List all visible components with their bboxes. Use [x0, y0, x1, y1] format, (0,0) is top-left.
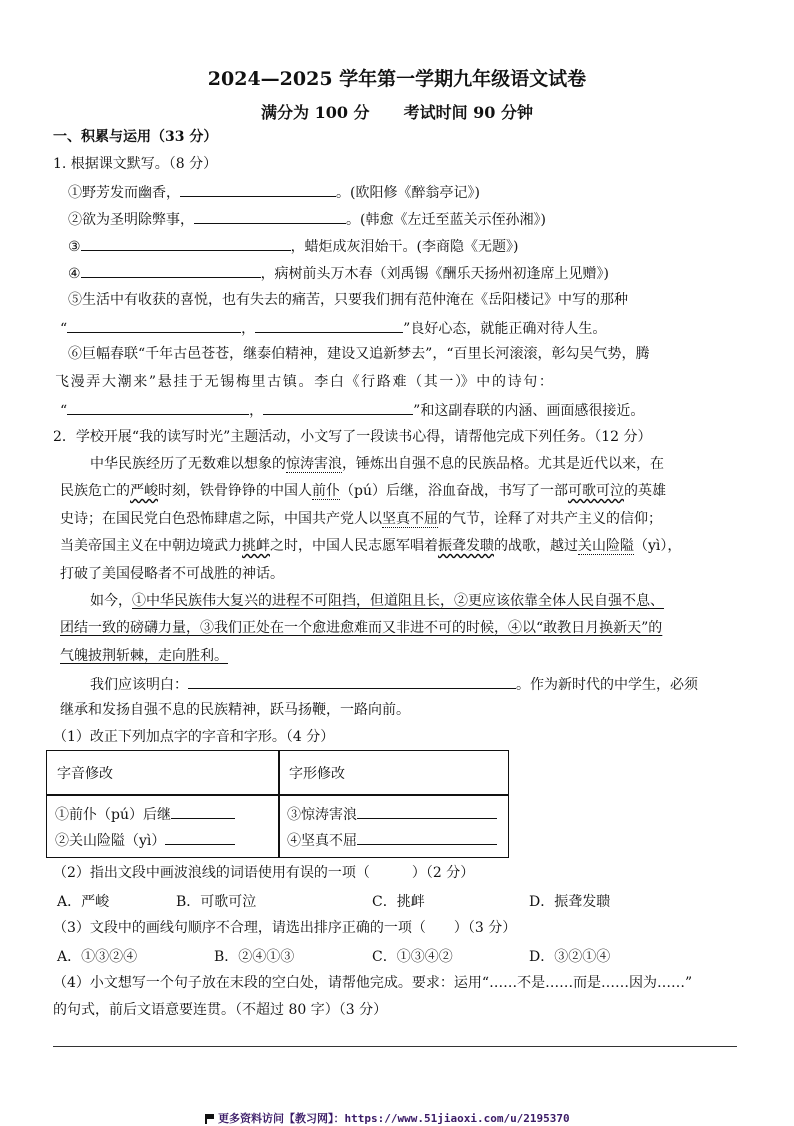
full-score: 满分为 100 分: [261, 103, 370, 122]
option-d[interactable]: D．③②①④: [529, 949, 611, 965]
q1-item6-line2: 飞 漫 弄 大 潮 来 ” 悬 挂 于 无 锡 梅 里 古 镇 。 李 白 《 行 路 难 （ 其 一 ）》 中 的 诗 句 ：: [55, 374, 552, 390]
table-head-pronunciation: 字音修改: [57, 766, 113, 782]
dotted-word: 坚真不屈: [382, 511, 438, 527]
q2-sub3: （3）文段中的画线句顺序不合理，请选出排序正确的一项（ ）（3 分）: [53, 920, 517, 936]
answer-blank[interactable]: [165, 829, 235, 845]
passage-line: 打破了美国侵略者不可战胜的神话。: [60, 566, 284, 582]
answer-blank[interactable]: [180, 181, 336, 197]
q2-sub4-line2: 的句式，前后文语意要连贯。（不超过 80 字）（3 分）: [53, 1002, 388, 1018]
exam-title: 2024—2025 学年第一学期九年级语文试卷: [207, 68, 587, 90]
table-row: ①前仆（pú）后继: [55, 803, 235, 824]
wavy-word: 振聋发聩: [438, 538, 494, 554]
q1-item5-line2: “ ， ”良好心态，就能正确对待人生。: [60, 317, 606, 339]
answer-blank[interactable]: [171, 803, 235, 819]
q1-item2: ②欲为圣明除弊事， 。(韩愈《左迁至蓝关示侄孙湘》): [68, 208, 546, 230]
answer-blank[interactable]: [81, 262, 261, 278]
passage-line: 我们应该明白： 。作为新时代的中学生，必须: [90, 673, 698, 695]
wavy-word: 严峻: [130, 483, 158, 499]
option-c[interactable]: C．①③④②: [372, 949, 453, 965]
passage-line: 民族危亡的严峻时刻，铁骨铮铮的中国人前仆（pú）后继，浴血奋战，书写了一部可歌可泣的英雄: [60, 483, 666, 499]
passage-line: 如今，①中华民族伟大复兴的进程不可阻挡，但道阻且长，②更应该依靠全体人民自强不息、: [90, 593, 664, 609]
option-a[interactable]: A．严峻: [57, 894, 110, 910]
q1-item4: ④ ，病树前头万木春（刘禹锡《酬乐天扬州初逢席上见赠》): [68, 262, 609, 284]
section-heading: 一、积累与运用（33 分）: [53, 129, 218, 145]
flag-icon: [205, 1114, 214, 1122]
dotted-word: 前仆: [312, 483, 340, 499]
option-b[interactable]: B．②④①③: [214, 949, 295, 965]
correction-table: [46, 750, 509, 858]
q1-item6-line3: “ ， ”和这副春联的内涵、画面感很接近。: [60, 399, 644, 421]
option-a[interactable]: A．①③②④: [57, 949, 138, 965]
answer-blank[interactable]: [67, 399, 249, 415]
passage-line: 当美帝国主义在中朝边境武力挑衅之时，中国人民志愿军唱着振聋发聩的战歌，越过关山险隘（yì），: [60, 538, 682, 554]
q2-sub4-line1: （4）小文想写一个句子放在末段的空白处，请帮他完成。要求：运用“……不是……而是……因为……”: [53, 975, 693, 991]
option-c[interactable]: C．挑衅: [372, 894, 425, 910]
q2-stem: 2．学校开展“我的读写时光”主题活动，小文写了一段读书心得，请帮他完成下列任务。（12 分）: [53, 429, 652, 445]
underlined-sentence: ①中华民族伟大复兴的进程不可阻挡，但道阻且长，②更应该依靠全体人民自强不息、: [132, 593, 664, 609]
dotted-word: 关山险隘: [578, 538, 634, 554]
q1-item6-line1: ⑥巨幅春联“千年古邑苍苍，继泰伯精神，建设又追新梦去”，“百里长河滚滚，彰勾吴气势，腾: [68, 346, 650, 362]
q1-item1: ①野芳发而幽香， 。(欧阳修《醉翁亭记》): [68, 181, 480, 203]
passage-line: 继承和发扬自强不息的民族精神，跃马扬鞭，一路向前。: [60, 702, 410, 718]
footer-link[interactable]: 更多资料访问【教习网】：https://www.51jiaoxi.com/u/2195370: [205, 1110, 570, 1126]
q1-item5-line1: ⑤生活中有收获的喜悦，也有失去的痛苦，只要我们拥有范仲淹在《岳阳楼记》中写的那种: [68, 292, 628, 308]
option-b[interactable]: B．可歌可泣: [176, 894, 257, 910]
answer-blank[interactable]: [81, 235, 291, 251]
underlined-sentence: 团结一致的磅礴力量，③我们正处在一个愈进愈难而又非进不可的时候，④以“敢教日月换新天”的: [60, 620, 663, 636]
option-d[interactable]: D．振聋发聩: [529, 894, 611, 910]
answer-blank[interactable]: [194, 208, 346, 224]
answer-line[interactable]: [53, 1046, 737, 1047]
q1-stem: 1. 根据课文默写。（8 分）: [53, 156, 218, 172]
answer-blank[interactable]: [67, 317, 241, 333]
passage-line: 史诗；在国民党白色恐怖肆虐之际，中国共产党人以坚真不屈的气节，诠释了对共产主义的信仰；: [60, 511, 662, 527]
q2-sub2: （2）指出文段中画波浪线的词语使用有误的一项（ ）（2 分）: [53, 865, 475, 881]
q1-item3: ③ ，蜡炬成灰泪始干。(李商隐《无题》): [68, 235, 519, 257]
table-head-character: 字形修改: [289, 766, 345, 782]
table-row: ②关山险隘（yì）: [55, 829, 235, 850]
answer-blank[interactable]: [357, 803, 497, 819]
passage-line: 中华民族经历了无数难以想象的惊涛害浪，锤炼出自强不息的民族品格。尤其是近代以来，在: [90, 456, 664, 472]
q2-sub1: （1）改正下列加点字的字音和字形。（4 分）: [53, 729, 335, 745]
answer-blank[interactable]: [255, 317, 403, 333]
table-row: ③惊涛害浪: [287, 803, 497, 824]
answer-blank[interactable]: [357, 829, 497, 845]
answer-blank[interactable]: [263, 399, 413, 415]
exam-subtitle: [0, 100, 794, 123]
wavy-word: 可歌可泣: [567, 483, 624, 499]
table-row: ④坚真不屈: [287, 829, 497, 850]
underlined-sentence: 气魄披荆斩棘，走向胜利。: [60, 648, 228, 664]
answer-blank[interactable]: [188, 673, 516, 689]
wavy-word: 挑衅: [242, 538, 270, 554]
exam-time: 考试时间 90 分钟: [403, 103, 533, 122]
dotted-word: 惊涛害浪: [286, 456, 342, 472]
